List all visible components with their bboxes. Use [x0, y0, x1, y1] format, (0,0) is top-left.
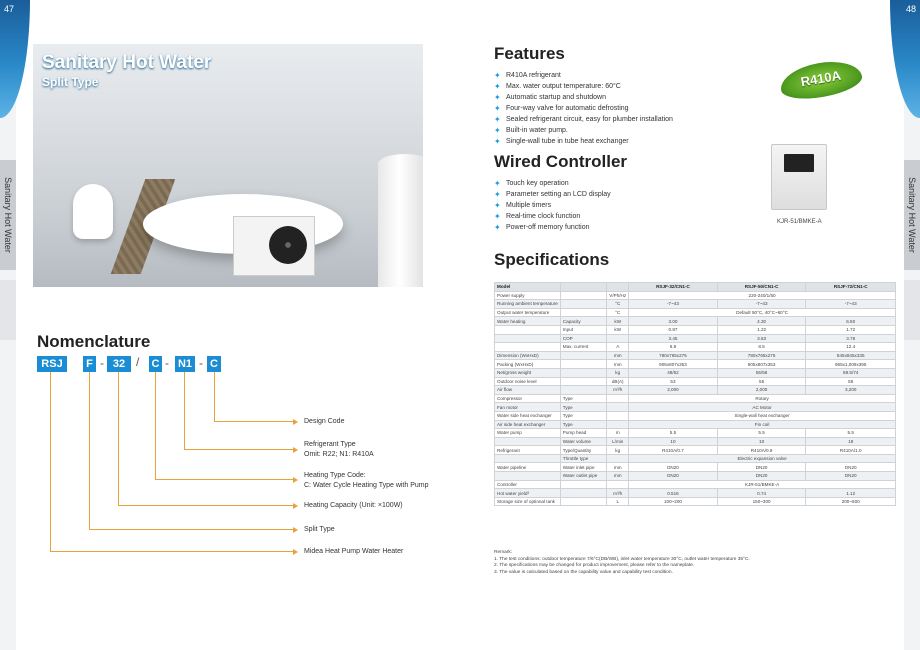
table-cell: kW — [607, 325, 629, 334]
label-heating-capacity: Heating Capacity (Unit: ×100W) — [304, 502, 403, 509]
table-cell: 8.5 — [717, 343, 806, 352]
table-cell: 0.87 — [629, 325, 718, 334]
code-design: C — [207, 356, 221, 372]
table-cell: 905x807x353 — [717, 360, 806, 369]
list-item — [494, 103, 673, 114]
bullet-icon: ✦ — [494, 126, 501, 135]
table-cell — [560, 480, 607, 489]
table-cell: 2,000 — [717, 386, 806, 395]
table-cell: Water outlet pipe — [560, 472, 607, 481]
table-cell — [607, 454, 629, 463]
table-header-row — [495, 283, 896, 292]
code-c: C — [149, 356, 162, 372]
table-cell: 3,200 — [806, 386, 896, 395]
table-cell: Compressor — [495, 394, 561, 403]
table-cell: Power supply — [495, 291, 561, 300]
table-cell — [495, 472, 561, 481]
controller-feature-text: Multiple timers — [506, 202, 552, 209]
table-cell: Air flow — [495, 386, 561, 395]
table-cell: °C — [607, 308, 629, 317]
table-row — [495, 489, 896, 498]
feature-text: R410A refrigerant — [506, 72, 561, 79]
feature-text: Four-way valve for automatic defrosting — [506, 105, 629, 112]
connector-line — [214, 372, 215, 422]
remark-line: 1. The test conditions: outdoor temperature 7/6°C(DB/WB), inlet water temperature 30°C, outlet water temperature 35°C. — [494, 556, 750, 562]
table-cell: Single-wall heat exchanger — [629, 411, 896, 420]
table-cell: 4.30 — [717, 317, 806, 326]
right-blue-corner — [890, 0, 920, 118]
table-cell: 220-240/1/50 — [629, 291, 896, 300]
list-item — [494, 189, 611, 200]
list-item — [494, 136, 673, 147]
table-row — [495, 411, 896, 420]
label-refrigerant-type: Refrigerant Type — [304, 441, 356, 448]
connector-line — [89, 529, 294, 530]
table-cell: mm — [607, 463, 629, 472]
table-row — [495, 343, 896, 352]
water-tank-illustration — [378, 154, 423, 287]
table-cell — [560, 291, 607, 300]
table-cell: 55/58 — [717, 368, 806, 377]
table-cell: Outdoor noise level — [495, 377, 561, 386]
label-refrigerant-detail: Omit: R22; N1: R410A — [304, 451, 374, 458]
table-cell: Refrigerant — [495, 446, 561, 455]
table-header-cell: RSJF-72/CN1-C — [806, 283, 896, 292]
table-row — [495, 325, 896, 334]
toilet-illustration — [73, 184, 113, 239]
table-cell: 18 — [806, 437, 896, 446]
table-cell: L — [607, 497, 629, 506]
table-row — [495, 360, 896, 369]
table-cell — [560, 300, 607, 309]
table-cell: Water volume — [560, 437, 607, 446]
table-cell — [607, 394, 629, 403]
table-cell: 12.4 — [806, 343, 896, 352]
table-row — [495, 403, 896, 412]
right-side-label-text: Sanitary Hot Water — [907, 177, 917, 253]
code-separator: - — [165, 356, 169, 370]
left-side-label-text: Sanitary Hot Water — [3, 177, 13, 253]
table-cell: kg — [607, 446, 629, 455]
table-cell: -7~43 — [806, 300, 896, 309]
table-row — [495, 300, 896, 309]
table-cell: DN20 — [629, 472, 718, 481]
list-item — [494, 178, 611, 189]
label-split-type: Split Type — [304, 526, 335, 533]
remark-line: 3. The value is calculated based on the capability value and capability test condition. — [494, 569, 673, 575]
table-cell: Running ambient temperature — [495, 300, 561, 309]
product-hero-photo — [33, 44, 423, 287]
table-cell — [495, 343, 561, 352]
controller-feature-text: Real-time clock function — [506, 213, 581, 220]
table-row — [495, 497, 896, 506]
r410a-leaf-badge — [778, 56, 865, 104]
bullet-icon: ✦ — [494, 82, 501, 91]
bullet-icon: ✦ — [494, 223, 501, 232]
table-cell: DN20 — [806, 463, 896, 472]
hero-subtitle: Split Type — [42, 75, 99, 89]
right-grey-band — [904, 280, 920, 340]
table-cell — [560, 351, 607, 360]
list-item — [494, 70, 673, 81]
table-row — [495, 429, 896, 438]
connector-line — [184, 449, 294, 450]
table-cell: 0.74 — [717, 489, 806, 498]
table-row — [495, 308, 896, 317]
table-cell: Water inlet pipe — [560, 463, 607, 472]
features-list — [494, 70, 673, 147]
table-cell — [495, 325, 561, 334]
features-title: Features — [494, 44, 565, 63]
specifications-table — [494, 282, 896, 506]
table-cell: Net/gross weight — [495, 368, 561, 377]
table-cell: 0.516 — [629, 489, 718, 498]
page-number-left: 47 — [4, 4, 15, 14]
table-cell — [560, 497, 607, 506]
table-cell: 48/52 — [629, 368, 718, 377]
table-cell: Water side heat exchanger — [495, 411, 561, 420]
table-cell: Input — [560, 325, 607, 334]
table-row — [495, 437, 896, 446]
connector-line — [155, 372, 156, 480]
code-f: F — [83, 356, 96, 372]
arrow-icon — [293, 549, 298, 555]
table-cell — [560, 308, 607, 317]
table-cell: Output water temperature — [495, 308, 561, 317]
table-cell: Type — [560, 394, 607, 403]
table-cell: Water pipeline — [495, 463, 561, 472]
table-cell — [560, 360, 607, 369]
table-cell — [560, 386, 607, 395]
table-cell: Controller — [495, 480, 561, 489]
table-cell: R410A/0.9 — [717, 446, 806, 455]
bullet-icon: ✦ — [494, 104, 501, 113]
feature-text: Max. water output temperature: 60°C — [506, 83, 621, 90]
feature-text: Single-wall tube in tube heat exchanger — [506, 138, 629, 145]
table-cell: kg — [607, 368, 629, 377]
feature-text: Built-in water pump. — [506, 127, 568, 134]
arrow-icon — [293, 527, 298, 533]
wired-controller-image — [771, 144, 827, 210]
table-cell: Fin coil — [629, 420, 896, 429]
table-header-cell — [560, 283, 607, 292]
table-cell: Water pump — [495, 429, 561, 438]
table-cell — [607, 480, 629, 489]
remark-heading: Remark: — [494, 550, 513, 555]
table-cell — [495, 454, 561, 463]
table-cell: 1.12 — [806, 489, 896, 498]
table-cell: -7~43 — [717, 300, 806, 309]
connector-line — [50, 551, 294, 552]
table-cell: 3.00 — [629, 317, 718, 326]
bullet-icon: ✦ — [494, 71, 501, 80]
table-cell — [607, 420, 629, 429]
table-cell: kW — [607, 317, 629, 326]
table-cell: mm — [607, 472, 629, 481]
table-cell — [560, 377, 607, 386]
table-cell: m³/h — [607, 489, 629, 498]
table-cell: AC Motor — [629, 403, 896, 412]
connector-line — [118, 372, 119, 506]
table-cell: Rotary — [629, 394, 896, 403]
table-cell — [495, 437, 561, 446]
table-cell: Pump head — [560, 429, 607, 438]
table-cell: 780x765x275 — [629, 351, 718, 360]
connector-line — [184, 372, 185, 450]
code-separator: / — [136, 355, 140, 369]
table-cell: 1.22 — [717, 325, 806, 334]
table-cell: 3.45 — [629, 334, 718, 343]
arrow-icon — [293, 447, 298, 453]
label-design-code: Design Code — [304, 418, 345, 425]
table-cell: 6.8 — [629, 343, 718, 352]
table-cell: 150~300 — [717, 497, 806, 506]
bullet-icon: ✦ — [494, 190, 501, 199]
table-cell: Capacity — [560, 317, 607, 326]
connector-line — [89, 372, 90, 530]
table-cell: Storage size of optional tank — [495, 497, 561, 506]
table-row — [495, 480, 896, 489]
table-cell: -7~43 — [629, 300, 718, 309]
table-cell: 100~200 — [629, 497, 718, 506]
remarks — [494, 550, 750, 576]
hero-title: Sanitary Hot Water — [42, 52, 212, 73]
list-item — [494, 81, 673, 92]
code-rsj: RSJ — [37, 356, 67, 372]
table-cell: Type — [560, 403, 607, 412]
arrow-icon — [293, 419, 298, 425]
code-n1: N1 — [175, 356, 195, 372]
lcd-display-icon — [784, 154, 814, 172]
table-cell: 780x765x275 — [717, 351, 806, 360]
table-cell: 5.5 — [806, 429, 896, 438]
connector-line — [118, 505, 294, 506]
table-row — [495, 317, 896, 326]
table-cell: Throttle type — [560, 454, 607, 463]
list-item — [494, 92, 673, 103]
table-row — [495, 420, 896, 429]
table-cell: m³/h — [607, 386, 629, 395]
table-cell: Type — [560, 411, 607, 420]
table-cell: 845x845x335 — [806, 351, 896, 360]
table-cell: DN20 — [717, 463, 806, 472]
arrow-icon — [293, 503, 298, 509]
controller-feature-text: Power-off memory function — [506, 224, 590, 231]
table-cell: 55 — [806, 377, 896, 386]
table-cell — [607, 411, 629, 420]
feature-text: Automatic startup and shutdown — [506, 94, 607, 101]
table-header-cell: RSJF-32/CN1-C — [629, 283, 718, 292]
left-grey-band — [0, 280, 16, 340]
wired-controller-title: Wired Controller — [494, 152, 628, 171]
controller-feature-text: Touch key operation — [506, 180, 569, 187]
left-side-label — [0, 160, 16, 270]
table-cell: Dimension (WxHxD) — [495, 351, 561, 360]
specifications-title: Specifications — [494, 250, 610, 269]
table-cell: 6.50 — [806, 317, 896, 326]
page-number-right: 48 — [905, 4, 916, 14]
code-32: 32 — [107, 356, 131, 372]
table-cell: Default 50°C, 40°C~60°C — [629, 308, 896, 317]
bullet-icon: ✦ — [494, 137, 501, 146]
table-cell — [560, 368, 607, 377]
label-heating-type-detail: C: Water Cycle Heating Type with Pump — [304, 482, 429, 489]
table-cell: 10 — [717, 437, 806, 446]
table-cell: 68.5/74 — [806, 368, 896, 377]
table-cell: Fan motor — [495, 403, 561, 412]
table-row — [495, 368, 896, 377]
table-cell: R410A/1.0 — [806, 446, 896, 455]
table-cell — [607, 403, 629, 412]
label-heating-type: Heating Type Code: — [304, 472, 366, 479]
table-cell — [495, 334, 561, 343]
code-separator: - — [100, 356, 104, 370]
table-cell: mm — [607, 360, 629, 369]
left-blue-corner — [0, 0, 30, 118]
table-cell: Max. current — [560, 343, 607, 352]
table-row — [495, 463, 896, 472]
table-cell: dB(A) — [607, 377, 629, 386]
nomenclature-title: Nomenclature — [37, 332, 151, 351]
specifications-table-body — [495, 283, 896, 506]
table-cell: COP — [560, 334, 607, 343]
bullet-icon: ✦ — [494, 179, 501, 188]
table-cell — [560, 489, 607, 498]
table-cell: 3.53 — [717, 334, 806, 343]
table-cell: 3.78 — [806, 334, 896, 343]
table-header-cell: Model — [495, 283, 561, 292]
remark-line: 2. The specifications may be changed for product improvement, please refer to the nameplate. — [494, 563, 695, 568]
table-row — [495, 386, 896, 395]
table-cell: Air side heat exchanger — [495, 420, 561, 429]
list-item — [494, 125, 673, 136]
table-cell: 5.5 — [629, 429, 718, 438]
connector-line — [155, 479, 294, 480]
table-cell: 55 — [717, 377, 806, 386]
table-cell: 53 — [629, 377, 718, 386]
table-cell: DN20 — [806, 472, 896, 481]
right-side-label — [904, 160, 920, 270]
list-item — [494, 200, 611, 211]
table-row — [495, 446, 896, 455]
table-cell: L/min — [607, 437, 629, 446]
fan-icon — [269, 226, 307, 264]
table-cell: 5.5 — [717, 429, 806, 438]
table-cell: 200~500 — [806, 497, 896, 506]
table-row — [495, 291, 896, 300]
connector-line — [214, 421, 294, 422]
table-cell: Packing (WxHxD) — [495, 360, 561, 369]
table-cell: DN20 — [629, 463, 718, 472]
feature-text: Sealed refrigerant circuit, easy for plumber installation — [506, 116, 673, 123]
table-cell: Type — [560, 420, 607, 429]
arrow-icon — [293, 477, 298, 483]
controller-features-list — [494, 178, 611, 233]
label-brand: Midea Heat Pump Water Heater — [304, 548, 404, 555]
table-cell: KJR-51/BMKE-A — [629, 480, 896, 489]
list-item — [494, 222, 611, 233]
table-cell: Hot water yield³ — [495, 489, 561, 498]
table-cell: V/Ph/Hz — [607, 291, 629, 300]
table-header-cell: RSJF-50/CN1-C — [717, 283, 806, 292]
table-cell: Water heating — [495, 317, 561, 326]
bullet-icon: ✦ — [494, 212, 501, 221]
table-cell: Electric expansion valve — [629, 454, 896, 463]
table-cell: R410A/0.7 — [629, 446, 718, 455]
bullet-icon: ✦ — [494, 93, 501, 102]
connector-line — [50, 372, 51, 552]
controller-model-caption: KJR-51/BMKE-A — [777, 219, 822, 225]
table-cell: 905x807x353 — [629, 360, 718, 369]
table-cell: A — [607, 343, 629, 352]
table-cell: 965x1,009x395 — [806, 360, 896, 369]
table-row — [495, 377, 896, 386]
table-row — [495, 351, 896, 360]
bullet-icon: ✦ — [494, 201, 501, 210]
table-row — [495, 394, 896, 403]
table-cell — [607, 334, 629, 343]
table-cell: mm — [607, 351, 629, 360]
table-cell: Type/Quantity — [560, 446, 607, 455]
table-cell: 1.72 — [806, 325, 896, 334]
table-cell: 10 — [629, 437, 718, 446]
bullet-icon: ✦ — [494, 115, 501, 124]
table-row — [495, 472, 896, 481]
code-separator: - — [199, 356, 203, 370]
controller-feature-text: Parameter setting an LCD display — [506, 191, 611, 198]
table-row — [495, 454, 896, 463]
table-cell: m — [607, 429, 629, 438]
table-header-cell — [607, 283, 629, 292]
list-item — [494, 114, 673, 125]
table-cell: °C — [607, 300, 629, 309]
table-cell: 2,000 — [629, 386, 718, 395]
r410a-badge-text: R410A — [799, 67, 842, 90]
table-cell: DN20 — [717, 472, 806, 481]
list-item — [494, 211, 611, 222]
table-row — [495, 334, 896, 343]
